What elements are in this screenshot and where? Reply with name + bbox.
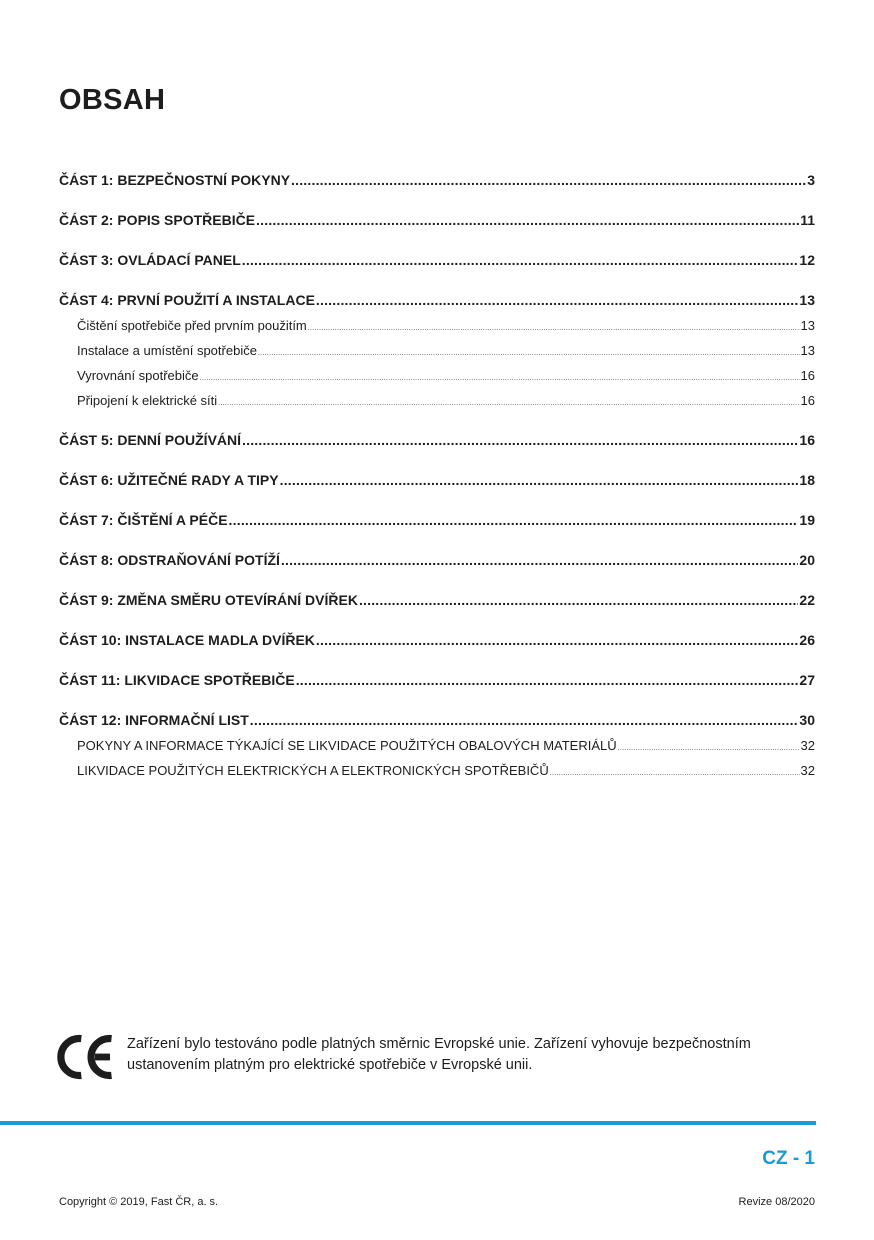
dot-leader	[618, 736, 800, 758]
dot-leader	[316, 288, 799, 313]
dot-leader	[308, 316, 800, 338]
toc-entry-label: ČÁST 3: OVLÁDACÍ PANEL	[59, 252, 241, 268]
toc-section-entry[interactable]	[59, 168, 815, 193]
toc-page-number: 22	[799, 592, 815, 608]
toc-entry-label: ČÁST 7: ČIŠTĚNÍ A PÉČE	[59, 512, 228, 528]
toc-entry-label: ČÁST 5: DENNÍ POUŽÍVÁNÍ	[59, 432, 242, 448]
dot-leader	[256, 208, 799, 233]
toc-entry-label: ČÁST 2: POPIS SPOTŘEBIČE	[59, 212, 256, 228]
ce-mark-icon	[56, 1034, 118, 1080]
dot-leader	[229, 508, 799, 533]
toc-page-number: 26	[799, 632, 815, 648]
toc-subsection-entry[interactable]	[59, 313, 815, 338]
toc-page-number: 16	[800, 393, 815, 408]
dot-leader	[280, 468, 799, 493]
toc-page-number: 13	[800, 343, 815, 358]
toc-section-entry[interactable]	[59, 668, 815, 693]
toc-section-entry[interactable]	[59, 628, 815, 653]
toc-section-entry[interactable]	[59, 428, 815, 453]
page-number: CZ - 1	[762, 1148, 815, 1169]
dot-leader	[242, 248, 799, 273]
page-title: OBSAH	[59, 84, 166, 116]
toc-entry-label: Vyrovnání spotřebiče	[77, 368, 199, 383]
toc-page-number: 11	[800, 212, 815, 228]
toc-subsection-entry[interactable]	[59, 758, 815, 783]
toc-subsection-entry[interactable]	[59, 338, 815, 363]
revision-text: Revize 08/2020	[738, 1196, 815, 1208]
toc-entry-label: ČÁST 12: INFORMAČNÍ LIST	[59, 712, 249, 728]
toc-entry-label: ČÁST 4: PRVNÍ POUŽITÍ A INSTALACE	[59, 292, 315, 308]
dot-leader	[316, 628, 799, 653]
dot-leader	[291, 168, 806, 193]
toc-entry-label: ČÁST 9: ZMĚNA SMĚRU OTEVÍRÁNÍ DVÍŘEK	[59, 592, 358, 608]
toc-entry-label: ČÁST 8: ODSTRAŇOVÁNÍ POTÍŽÍ	[59, 552, 280, 568]
toc-section-entry[interactable]	[59, 508, 815, 533]
toc-entry-label: POKYNY A INFORMACE TÝKAJÍCÍ SE LIKVIDACE POUŽITÝCH OBALOVÝCH MATERIÁLŮ	[77, 738, 617, 753]
dot-leader	[296, 668, 799, 693]
toc-page-number: 13	[799, 292, 815, 308]
dot-leader	[359, 588, 798, 613]
toc-section-entry[interactable]	[59, 208, 815, 233]
ce-conformity-block	[56, 1034, 816, 1084]
table-of-contents	[59, 168, 815, 783]
footer-divider	[0, 1121, 816, 1125]
toc-entry-label: LIKVIDACE POUŽITÝCH ELEKTRICKÝCH A ELEKTRONICKÝCH SPOTŘEBIČŮ	[77, 763, 549, 778]
toc-section-entry[interactable]	[59, 548, 815, 573]
toc-entry-label: Čištění spotřebiče před prvním použitím	[77, 318, 307, 333]
toc-section-entry[interactable]	[59, 588, 815, 613]
toc-page-number: 18	[799, 472, 815, 488]
copyright-text: Copyright © 2019, Fast ČR, a. s.	[59, 1196, 219, 1208]
toc-page-number: 19	[799, 512, 815, 528]
toc-subsection-entry[interactable]	[59, 733, 815, 758]
dot-leader	[218, 391, 799, 413]
dot-leader	[258, 341, 800, 363]
toc-entry-label: Připojení k elektrické síti	[77, 393, 218, 408]
toc-page-number: 3	[807, 172, 815, 188]
toc-subsection-entry[interactable]	[59, 388, 815, 413]
toc-page-number: 13	[800, 318, 815, 333]
toc-page-number: 32	[800, 763, 815, 778]
toc-page-number: 16	[799, 432, 815, 448]
toc-entry-label: Instalace a umístění spotřebiče	[77, 343, 257, 358]
toc-page-number: 32	[800, 738, 815, 753]
toc-section-entry[interactable]	[59, 288, 815, 313]
toc-page-number: 27	[799, 672, 815, 688]
ce-conformity-text: Zařízení bylo testováno podle platných směrnic Evropské unie. Zařízení vyhovuje bezpečnostním ustanovením platným pro elektrické spotřebiče v Evropské unii.	[127, 1036, 751, 1073]
toc-section-entry[interactable]	[59, 468, 815, 493]
toc-section-entry[interactable]	[59, 708, 815, 733]
dot-leader	[242, 428, 798, 453]
toc-entry-label: ČÁST 11: LIKVIDACE SPOTŘEBIČE	[59, 672, 295, 688]
toc-entry-label: ČÁST 10: INSTALACE MADLA DVÍŘEK	[59, 632, 315, 648]
toc-subsection-entry[interactable]	[59, 363, 815, 388]
toc-section-entry[interactable]	[59, 248, 815, 273]
dot-leader	[281, 548, 799, 573]
dot-leader	[200, 366, 800, 388]
toc-page-number: 12	[799, 252, 815, 268]
toc-page-number: 20	[799, 552, 815, 568]
dot-leader	[550, 761, 800, 783]
toc-page-number: 30	[799, 712, 815, 728]
toc-page-number: 16	[800, 368, 815, 383]
toc-entry-label: ČÁST 1: BEZPEČNOSTNÍ POKYNY	[59, 172, 291, 188]
toc-entry-label: ČÁST 6: UŽITEČNÉ RADY A TIPY	[59, 472, 279, 488]
dot-leader	[250, 708, 799, 733]
